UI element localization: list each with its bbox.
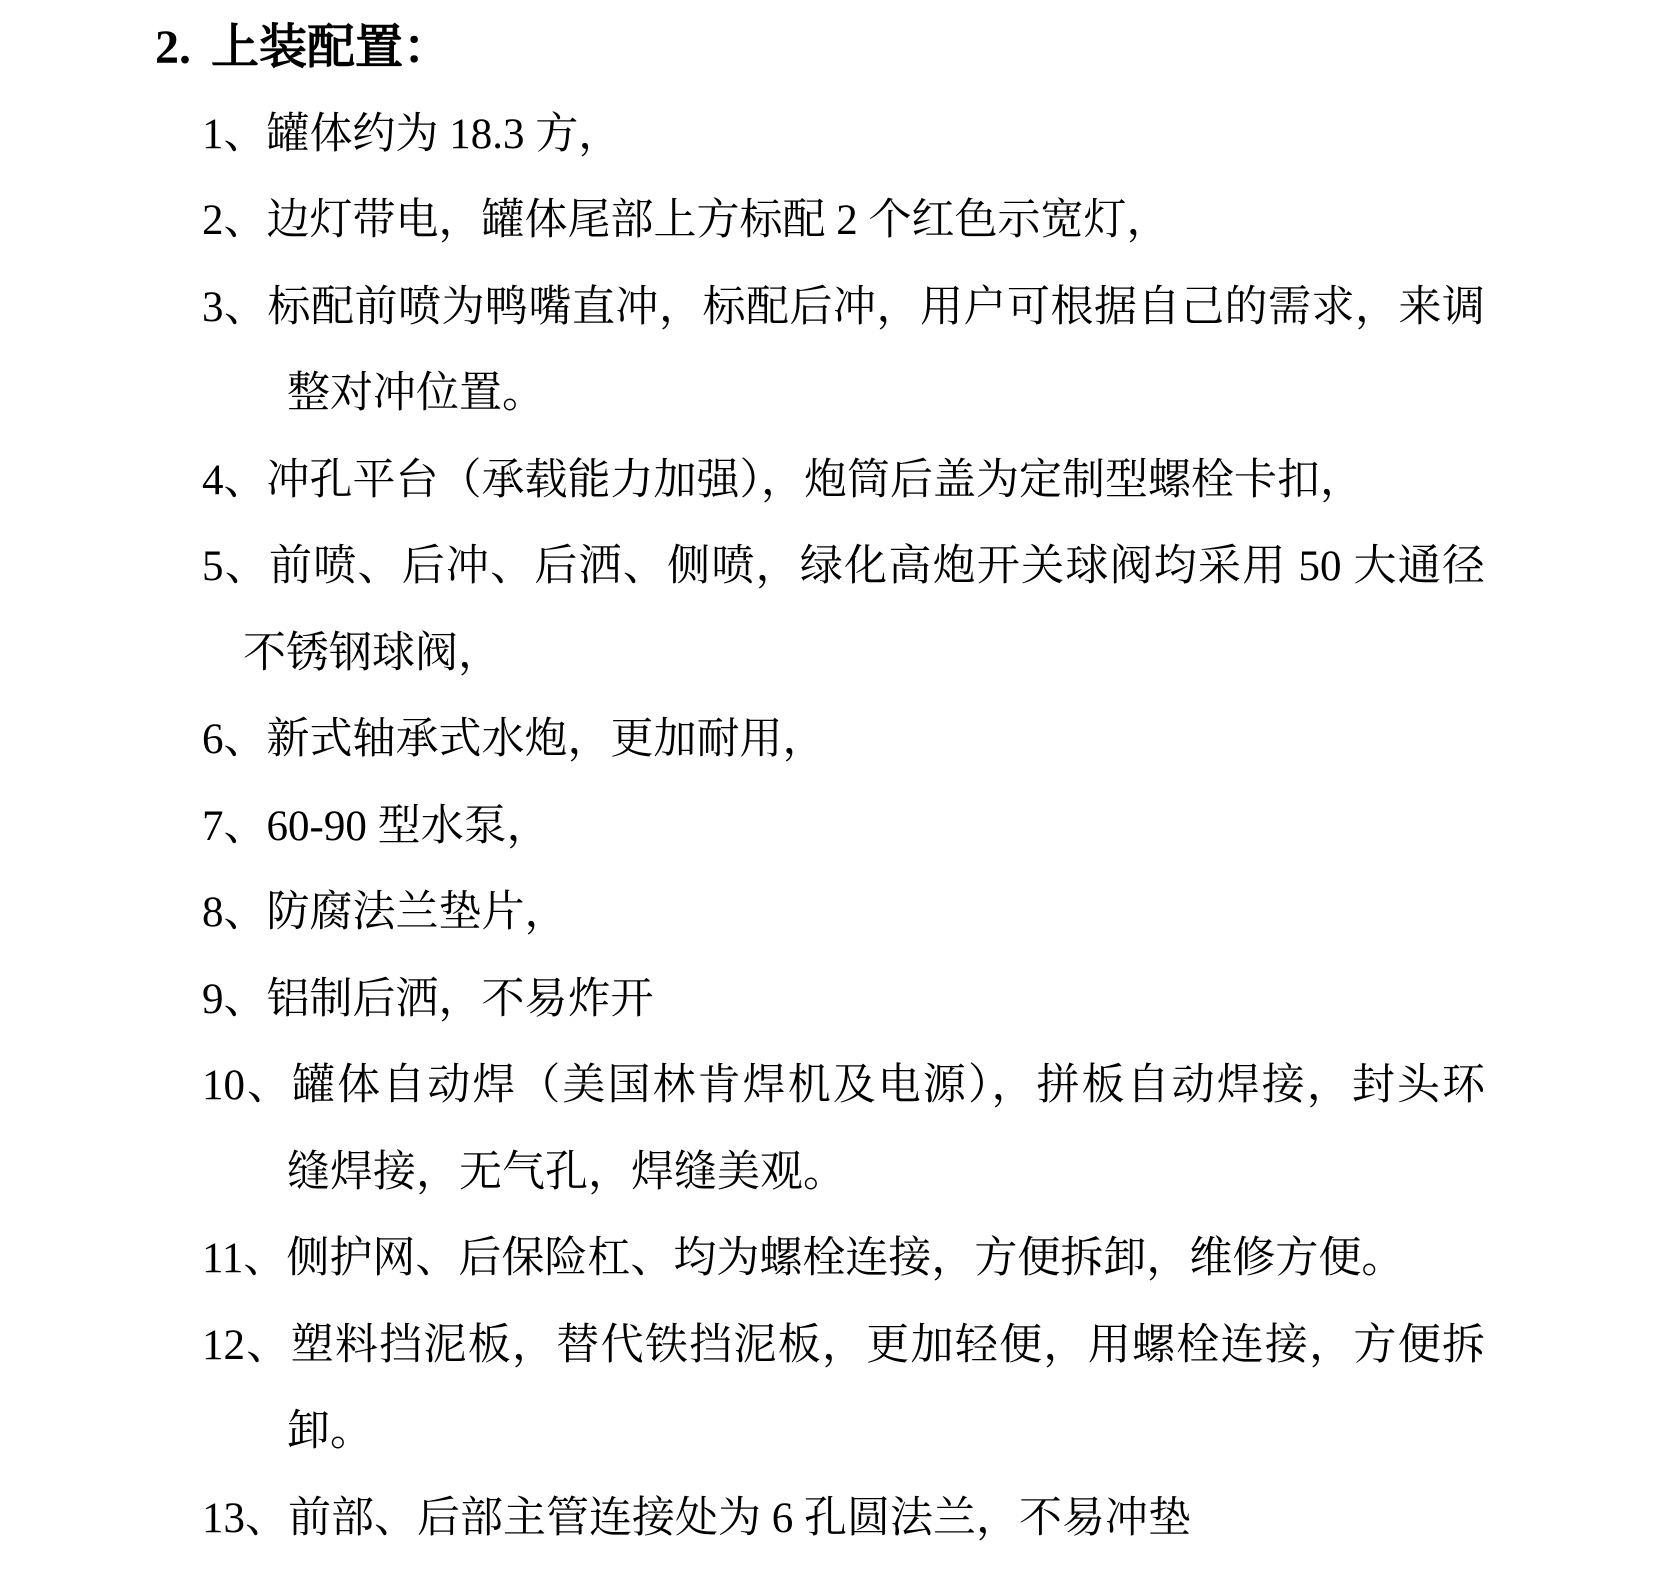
list-item-9-line: 9、铝制后洒，不易炸开 [202, 975, 654, 1023]
spec-list [0, 92, 1654, 1563]
list-item-2-line: 2、边灯带电，罐体尾部上方标配 2 个红色示宽灯， [202, 197, 1170, 244]
list-item-3-cont-line: 整对冲位置。 [287, 370, 545, 417]
list-item-10-line: 10、罐体自动焊（美国林肯焊机及电源），拼板自动焊接，封头环 [202, 1062, 1485, 1109]
list-item-6-line: 6、新式轴承式水炮，更加耐用， [202, 716, 826, 763]
list-item-12-line: 12、塑料挡泥板，替代铁挡泥板，更加轻便，用螺栓连接，方便拆 [202, 1321, 1485, 1369]
list-item-3-line: 3、标配前喷为鸭嘴直冲，标配后冲，用户可根据自己的需求，来调 [202, 283, 1485, 331]
section-heading-text: 上装配置： [211, 21, 452, 74]
list-item-13-line: 13、前部、后部主管连接处为 6 孔圆法兰，不易冲垫 [202, 1494, 1191, 1542]
section-heading [0, 5, 1654, 92]
list-item-7-line: 7、60-90 型水泵， [202, 802, 550, 850]
list-item-8-line: 8、防腐法兰垫片， [202, 889, 568, 936]
list-item-5-cont-line: 不锈钢球阀， [243, 629, 501, 677]
list-item-12-cont-line: 卸。 [287, 1408, 373, 1455]
list-item-4-line: 4、冲孔平台（承载能力加强），炮筒后盖为定制型螺栓卡扣， [202, 456, 1363, 504]
section-heading-number: 2. [155, 21, 191, 74]
list-item-11-line: 11、侧护网、后保险杠、均为螺栓连接，方便拆卸，维修方便。 [202, 1235, 1405, 1282]
list-item-1-line: 1、罐体约为 18.3 方， [202, 110, 622, 158]
list-item-10-cont-line: 缝焊接，无气孔，焊缝美观。 [287, 1148, 846, 1196]
list-item-5-line: 5、前喷、后冲、后洒、侧喷，绿化高炮开关球阀均采用 50 大通径 [202, 543, 1485, 590]
